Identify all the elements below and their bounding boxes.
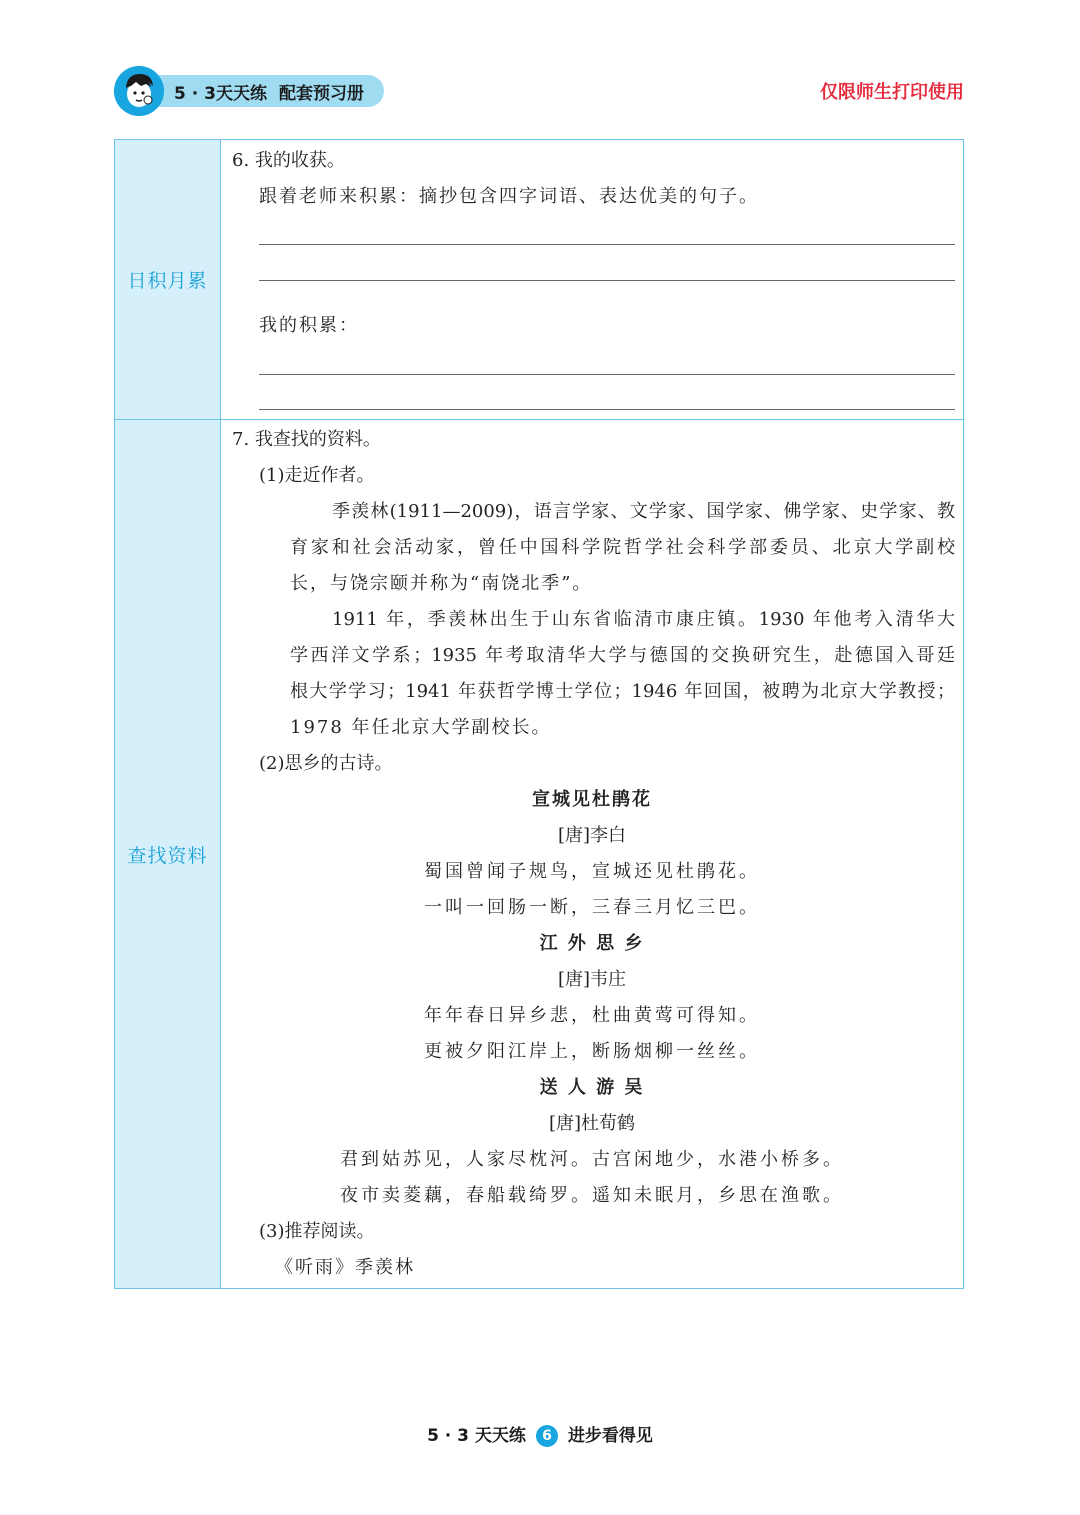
- poem-line: 蜀国曾闻子规鸟，宣城还见杜鹃花。: [424, 861, 760, 882]
- book-name: 配套预习册: [278, 83, 364, 104]
- writing-line[interactable]: [259, 280, 955, 281]
- recommended-book: 《听雨》季羡林: [275, 1257, 415, 1278]
- bio-line: 学西洋文学系；1935 年考取清华大学与德国的交换研究生，赴德国入哥廷: [290, 645, 955, 666]
- writing-line[interactable]: [259, 374, 955, 375]
- section-content-accumulation: [221, 140, 963, 419]
- footer-slogan: 进步看得见: [567, 1426, 653, 1446]
- question-6-title: 6. 我的收获。: [232, 150, 345, 171]
- footer-series: 5 · 3 天天练: [427, 1426, 526, 1446]
- bio-line: 育家和社会活动家，曾任中国科学院哲学社会科学部委员、北京大学副校: [290, 537, 955, 558]
- question-6-instruction: 跟着老师来积累：摘抄包含四字词语、表达优美的句子。: [259, 186, 759, 207]
- part2-title: (2)思乡的古诗。: [259, 753, 393, 774]
- bio-line: 1978 年任北京大学副校长。: [290, 717, 552, 738]
- section-label-research: 查找资料: [115, 420, 221, 1288]
- section-label-accumulation: 日积月累: [115, 140, 221, 419]
- writing-line[interactable]: [259, 244, 955, 245]
- part3-title: (3)推荐阅读。: [259, 1221, 375, 1242]
- writing-line[interactable]: [259, 409, 955, 410]
- bio-line: 根大学学习；1941 年获哲学博士学位；1946 年回国，被聘为北京大学教授；: [290, 681, 955, 702]
- series-name: 5 · 3天天练: [174, 83, 267, 104]
- poem-line: 年年春日异乡悲，杜曲黄莺可得知。: [424, 1005, 760, 1026]
- worksheet-table: [114, 139, 964, 1289]
- bio-line: 1911 年，季羡林出生于山东省临清市康庄镇。1930 年他考入清华大: [332, 609, 955, 630]
- question-7-title: 7. 我查找的资料。: [232, 429, 381, 450]
- poem-title: 宣城见杜鹃花: [532, 789, 652, 810]
- poem-line: 一叫一回肠一断，三春三月忆三巴。: [424, 897, 760, 918]
- page-footer: [0, 1421, 1080, 1447]
- print-notice: 仅限师生打印使用: [820, 82, 964, 103]
- section-research: [115, 420, 963, 1288]
- header-badge: [114, 66, 384, 116]
- header-title: [144, 75, 384, 107]
- section-content-research: [221, 420, 963, 1288]
- poem-title: 送 人 游 吴: [539, 1077, 645, 1098]
- poem-author: [唐]李白: [557, 825, 627, 846]
- poem-author: [唐]韦庄: [557, 969, 627, 990]
- poem-line: 君到姑苏见，人家尽枕河。古宫闲地少，水港小桥多。: [340, 1149, 844, 1170]
- section-accumulation: [115, 140, 963, 420]
- poem-title: 江 外 思 乡: [539, 933, 645, 954]
- my-accumulation-label: 我的积累：: [259, 315, 359, 336]
- poem-line: 夜市卖菱藕，春船载绮罗。遥知未眠月，乡思在渔歌。: [340, 1185, 844, 1206]
- bio-line: 长，与饶宗颐并称为“南饶北季”。: [290, 573, 593, 594]
- page-number: 6: [536, 1425, 558, 1447]
- mascot-avatar-icon: [114, 66, 164, 116]
- bio-line: 季羡林(1911—2009)，语言学家、文学家、国学家、佛学家、史学家、教: [332, 501, 955, 522]
- poem-line: 更被夕阳江岸上，断肠烟柳一丝丝。: [424, 1041, 760, 1062]
- part1-title: (1)走近作者。: [259, 465, 375, 486]
- poem-author: [唐]杜荀鹤: [548, 1113, 636, 1134]
